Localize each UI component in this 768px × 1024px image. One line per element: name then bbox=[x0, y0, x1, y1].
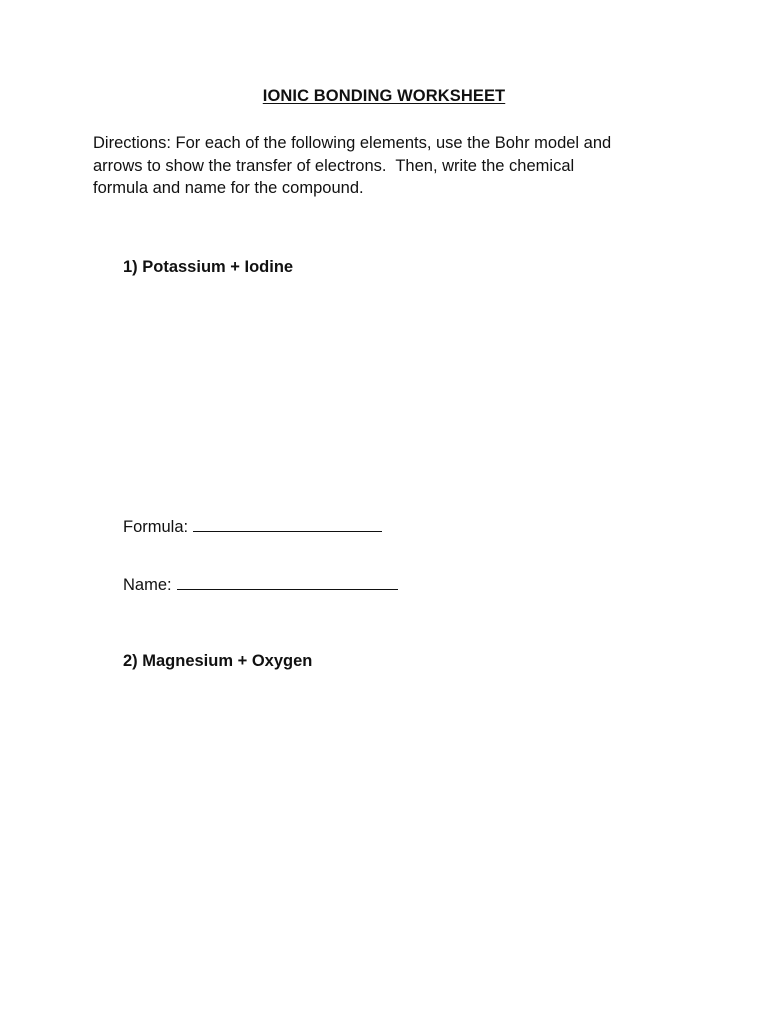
directions-text: Directions: For each of the following elements, use the Bohr model and arrows to show the transfer of electrons. Then, write the chemical formula and name for the compound. bbox=[93, 134, 612, 197]
question-2-heading: 2) Magnesium + Oxygen bbox=[123, 652, 313, 670]
name-blank-line[interactable] bbox=[177, 573, 398, 590]
name-answer-row bbox=[123, 573, 398, 595]
formula-answer-row bbox=[123, 515, 382, 537]
name-label: Name: bbox=[123, 576, 172, 594]
formula-label: Formula: bbox=[123, 518, 189, 536]
question-1-heading: 1) Potassium + Iodine bbox=[123, 258, 294, 276]
formula-blank-line[interactable] bbox=[193, 515, 382, 532]
worksheet-title: IONIC BONDING WORKSHEET bbox=[262, 87, 506, 105]
